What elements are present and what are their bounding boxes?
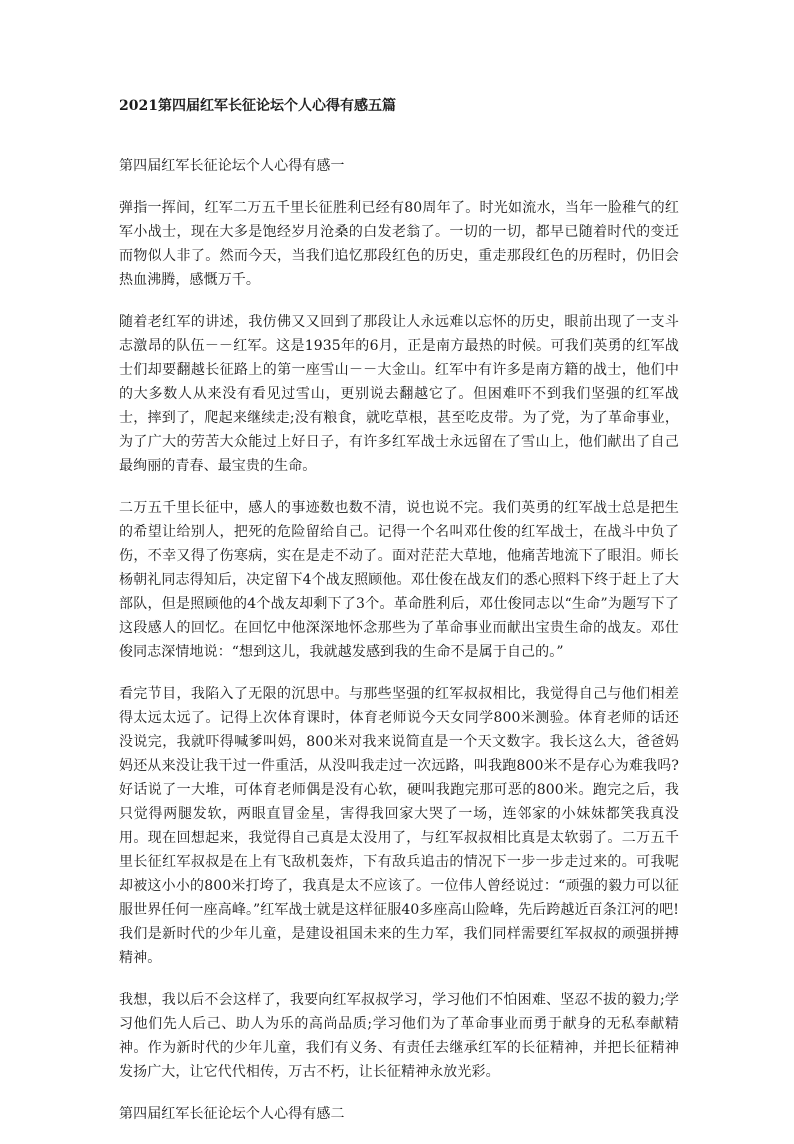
paragraph: 随着老红军的讲述，我仿佛又又回到了那段让人永远难以忘怀的历史，眼前出现了一支斗志激昂的队伍－－红军。这是1935年的6月，正是南方最热的时候。可我们英勇的红军战士们却要翻越长征路上的第一座雪山－－大金山。红军中有许多是南方籍的战士，他们中的大多数人从来没有看见过雪山，更别说去翻越它了。但困难吓不到我们坚强的红军战士，摔到了，爬起来继续走;没有粮食，就吃草根，甚至吃皮带。为了党，为了革命事业，为了广大的劳苦大众能过上好日子，有许多红军战士永远留在了雪山上，他们献出了自己最绚丽的青春、最宝贵的生命。 xyxy=(119,314,679,474)
section-heading-2: 第四届红军长征论坛个人心得有感二 xyxy=(119,1106,345,1122)
paragraph: 我想，我以后不会这样了，我要向红军叔叔学习，学习他们不怕困难、坚忍不拔的毅力;学习他们先人后己、助人为乐的高尚品质;学习他们为了革命事业而勇于献身的无私奉献精神。作为新时代的少年儿童，我们有义务、有责任去继承红军的长征精神，并把长征精神发扬广大，让它代代相传，万古不朽，让长征精神永放光彩。 xyxy=(119,992,679,1080)
document-title: 2021第四届红军长征论坛个人心得有感五篇 xyxy=(119,98,396,114)
document-body xyxy=(119,154,679,1144)
paragraph: 看完节目，我陷入了无限的沉思中。与那些坚强的红军叔叔相比，我觉得自己与他们相差得太远太远了。记得上次体育课时，体育老师说今天女同学800米测验。体育老师的话还没说完，我就吓得喊爹叫妈，800米对我来说简直是一个天文数字。我长这么大，爸爸妈妈还从来没让我干过一件重活，从没叫我走过一次远路，叫我跑800米不是存心为难我吗?好话说了一大堆，可体育老师偶是没有心软，硬叫我跑完那可恶的800米。跑完之后，我只觉得两腿发软，两眼直冒金星，害得我回家大哭了一场，连邻家的小妹妹都笑我真没用。现在回想起来，我觉得自己真是太没用了，与红军叔叔相比真是太软弱了。二万五千里长征红军叔叔是在上有飞敌机轰炸，下有敌兵追击的情况下一步一步走过来的。可我呢却被这小小的800米打垮了，我真是太不应该了。一位伟人曾经说过：“顽强的毅力可以征服世界任何一座高峰。”红军战士就是这样征服40多座高山险峰，先后跨越近百条江河的吧!我们是新时代的少年儿童，是建设祖国未来的生力军，我们同样需要红军叔叔的顽强拼搏精神。 xyxy=(119,686,679,966)
section-heading-1: 第四届红军长征论坛个人心得有感一 xyxy=(119,158,345,174)
paragraph: 弹指一挥间，红军二万五千里长征胜利已经有80周年了。时光如流水，当年一脸稚气的红军小战士，现在大多是饱经岁月沧桑的白发老翁了。一切的一切，都早已随着时代的变迁而物似人非了。然而今天，当我们追忆那段红色的历史，重走那段红色的历程时，仍旧会热血沸腾，感慨万千。 xyxy=(119,200,679,288)
paragraph: 二万五千里长征中，感人的事迹数也数不清，说也说不完。我们英勇的红军战士总是把生的希望让给别人，把死的危险留给自己。记得一个名叫邓仕俊的红军战士，在战斗中负了伤，不幸又得了伤寒病，实在是走不动了。面对茫茫大草地，他痛苦地流下了眼泪。师长杨朝礼同志得知后，决定留下4个战友照顾他。邓仕俊在战友们的悉心照料下终于赶上了大部队，但是照顾他的4个战友却剩下了3个。革命胜利后，邓仕俊同志以“生命”为题写下了这段感人的回忆。在回忆中他深深地怀念那些为了革命事业而献出宝贵生命的战友。邓仕俊同志深情地说：“想到这儿，我就越发感到我的生命不是属于自己的。” xyxy=(119,500,679,660)
